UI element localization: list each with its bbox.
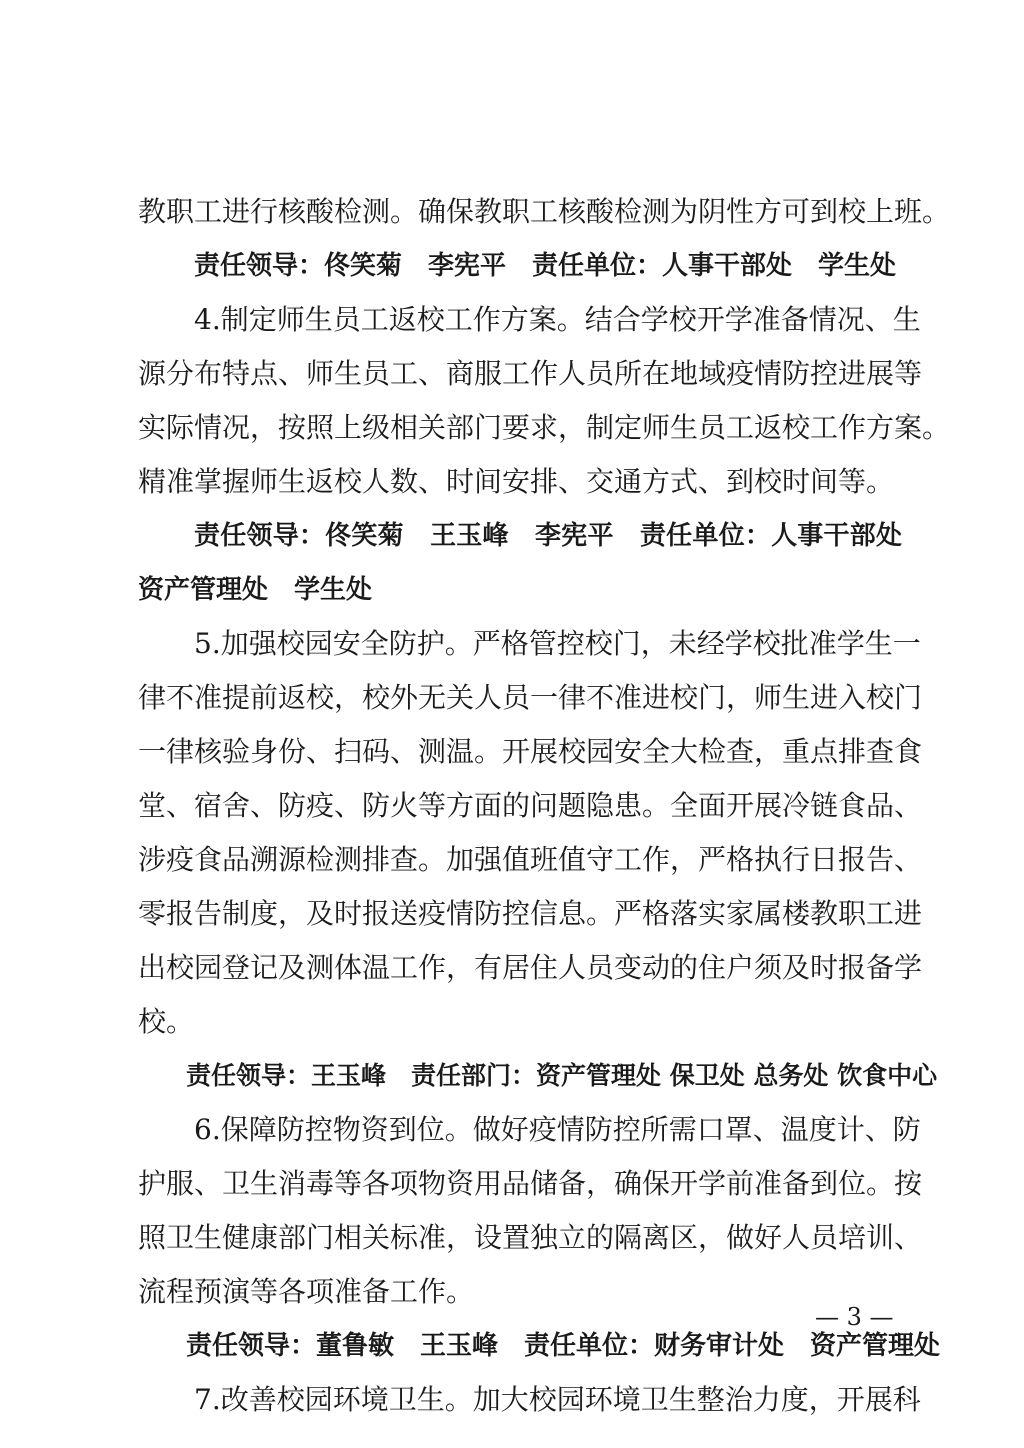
document-body [138, 185, 951, 1427]
body-line: 实际情况，按照上级相关部门要求，制定师生员工返校工作方案。 [138, 411, 951, 444]
responsibility-line: 责任领导：王玉峰 责任部门：资产管理处 保卫处 总务处 饮食中心 [186, 1061, 938, 1090]
responsibility-line: 资产管理处 学生处 [138, 575, 373, 605]
responsibility-line: 责任领导：佟笑菊 王玉峰 李宪平 责任单位：人事干部处 [194, 521, 902, 551]
body-line: 堂、宿舍、防疫、防火等方面的问题隐患。全面开展冷链食品、 [138, 789, 923, 822]
body-line: 4.制定师生员工返校工作方案。结合学校开学准备情况、生 [194, 303, 921, 336]
body-line: 一律核验身份、扫码、测温。开展校园安全大检查，重点排查食 [138, 735, 923, 768]
body-line: 律不准提前返校，校外无关人员一律不准进校门，师生进入校门 [138, 681, 923, 714]
body-line: 教职工进行核酸检测。确保教职工核酸检测为阴性方可到校上班。 [138, 195, 951, 228]
responsibility-line: 责任领导：佟笑菊 李宪平 责任单位：人事干部处 学生处 [194, 251, 897, 281]
body-line: 流程预演等各项准备工作。 [138, 1275, 475, 1308]
body-line: 校。 [138, 1005, 195, 1038]
body-line: 涉疫食品溯源检测排查。加强值班值守工作，严格执行日报告、 [138, 843, 923, 876]
body-line: 7.改善校园环境卫生。加大校园环境卫生整治力度，开展科 [194, 1383, 921, 1416]
body-line: 照卫生健康部门相关标准，设置独立的隔离区，做好人员培训、 [138, 1221, 923, 1254]
body-line: 5.加强校园安全防护。严格管控校门，未经学校批准学生一 [194, 627, 921, 660]
body-line: 零报告制度，及时报送疫情防控信息。严格落实家属楼教职工进 [138, 897, 923, 930]
body-line: 源分布特点、师生员工、商服工作人员所在地域疫情防控进展等 [138, 357, 923, 390]
body-line: 6.保障防控物资到位。做好疫情防控所需口罩、温度计、防 [194, 1113, 921, 1146]
body-line: 精准掌握师生返校人数、时间安排、交通方式、到校时间等。 [138, 465, 895, 498]
body-line: 出校园登记及测体温工作，有居住人员变动的住户须及时报备学 [138, 951, 923, 984]
page-number: — 3 — [815, 1303, 894, 1331]
body-line: 护服、卫生消毒等各项物资用品储备，确保开学前准备到位。按 [138, 1167, 923, 1200]
responsibility-line: 责任领导：董鲁敏 王玉峰 责任单位：财务审计处 资产管理处 [186, 1331, 941, 1361]
